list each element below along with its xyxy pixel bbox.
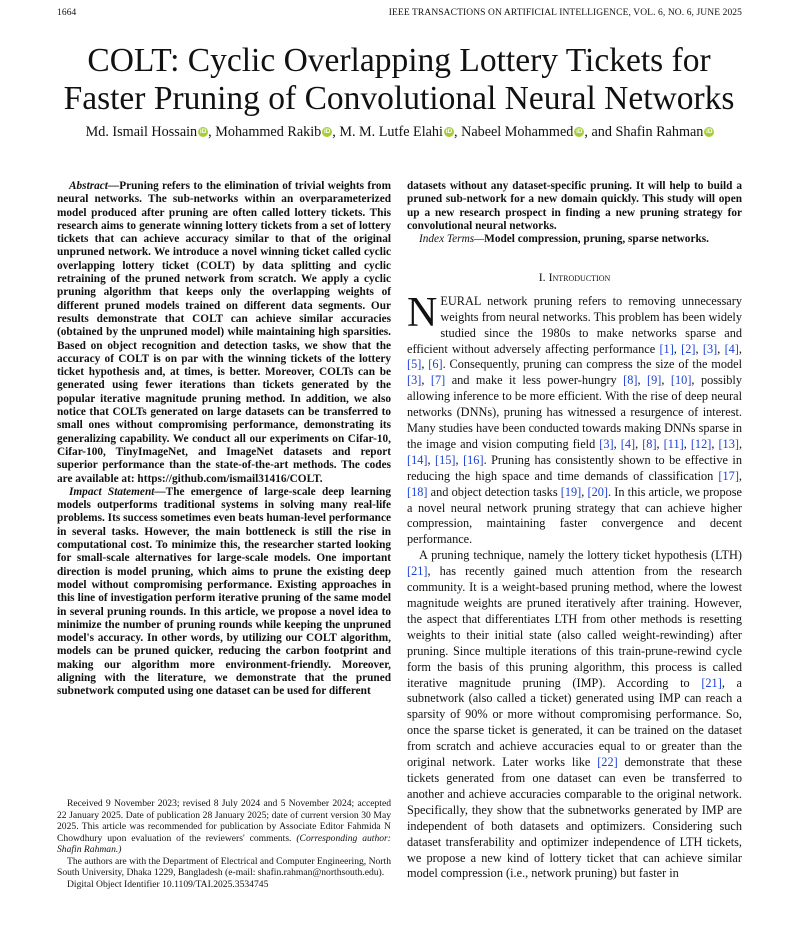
orcid-icon[interactable]: iD [576,128,583,135]
orcid-icon[interactable]: iD [324,128,331,135]
orcid-icon[interactable]: iD [199,128,207,135]
page-number: 1664 [57,8,77,18]
author-separator: , [453,124,462,140]
journal-header: IEEE TRANSACTIONS ON ARTIFICIAL INTELLIGENCE, VOL. 6, NO. 6, JUNE 2025 [388,8,742,18]
index-terms [407,233,742,246]
author-separator: , and [584,124,616,140]
paper-title [40,42,758,118]
section-heading [407,271,742,284]
impact-text: The emergence of large-scale deep learning models outperforms traditional systems in solving many real-life problems. Its success sometimes even beats human-level performance in several tasks. However, the main bottleneck is still the rise in computational cost. To minimize this, the researcher started looking for small-scale alternatives for large-scale models. One important direction is model pruning, which aims to prune the existing deep model without compromising performance. Existing approaches in this line of investigation perform iterative pruning of the same model in several pruning rounds. In this article, we propose a novel idea to minimize the number of pruning rounds while keeping the unpruned model's accuracy. In other words, by utilizing our COLT algorithm, models can be pruned quicker, reducing the carbon footprint and making our algorithm more environment-friendly. Moreover, aligning with the literature, we demonstrate that the pruned subnetwork computed using one dataset can be used for different [57,485,391,698]
citation-link[interactable]: [12] [690,436,712,451]
author-name: Md. Ismail Hossain [85,124,198,140]
citation-link[interactable]: [17] [718,468,739,483]
text-run: , [637,373,648,388]
text-run: , [421,373,431,388]
citation-link[interactable]: [11] [663,436,684,451]
impact-statement [57,486,391,699]
citation-link[interactable]: [4] [724,341,739,356]
impact-label: Impact Statement— [69,485,166,498]
text-run: and make it less power-hungry [445,373,624,388]
citation-link[interactable]: [21] [407,564,428,579]
text-run: , [421,357,429,372]
footnote [57,798,391,890]
intro-paragraph-2 [407,548,742,882]
text-run: , [738,468,742,483]
text-run: and object detection tasks [427,484,561,499]
text-run: , [673,341,682,356]
text-run: . In this article, we propose a novel neural network pruning strategy that can achieve higher compression, maintaining faster convergence and decent performance. [407,484,742,547]
text-run: , [717,341,725,356]
drop-cap: N [407,289,438,336]
author-name: Shafin Rahman [615,124,704,140]
text-run: , [695,341,703,356]
citation-link[interactable]: [9] [647,373,662,388]
corresponding-author: (Corresponding author: Shafin Rahman.) [57,832,391,855]
text-run: , [635,436,643,451]
citation-link[interactable]: [16] [463,452,484,467]
text-run: , [613,436,621,451]
citation-link[interactable]: [2] [681,341,696,356]
citation-link[interactable]: [3] [407,373,422,388]
text-run: , has recently gained much attention from the research community. It is a weight-based pruning method, where the lowest magnitude weights are pruned iteratively after training. However, the aspect that differentiates LTH from other methods is resetting weights to their initial state (also called weight-rewinding) after pruning. Since multiple iterations of this train-prune-rewind cycle form the basis of this pruning algorithm, this process is called iterative magnitude pruning (IMP). According to [407,564,742,690]
citation-link[interactable]: [5] [407,357,422,372]
text-run: , [427,452,436,467]
citation-link[interactable]: [3] [702,341,718,356]
text-run: . Pruning has consistently shown to be effective in reducing the high space and time demands of classification [407,452,742,483]
citation-link[interactable]: [8] [623,373,638,388]
intro-paragraph-1-text [407,289,743,547]
abstract [57,180,391,486]
text-run: . Consequently, pruning can compress the size of the model [442,357,742,372]
text-run: , [661,373,671,388]
text-run: , [738,436,743,451]
author-name: Mohammed Rakib [215,124,322,140]
left-column [57,180,391,699]
index-terms-text: Model compression, pruning, sparse networks. [484,233,709,246]
text-run: , [581,484,588,499]
text-run: , [656,436,664,451]
text-run: , [455,452,464,467]
citation-link[interactable]: [3] [599,436,614,451]
citation-link[interactable]: [8] [642,436,657,451]
citation-link[interactable]: [13] [718,436,739,451]
citation-link[interactable]: [1] [659,341,674,356]
impact-statement-continued: datasets without any dataset-specific pruning. It will help to build a pruned sub-network for a new domain quickly. This study will open up a new research prospect in finding a new pruning strategy for convolutional neural networks. [407,180,742,232]
author-separator: , [332,124,340,140]
author-separator: , [208,124,216,140]
citation-link[interactable]: [15] [435,452,456,467]
text-run: , [738,341,742,356]
text-run: , [683,436,691,451]
author-name: Nabeel Mohammed [461,124,574,140]
citation-link[interactable]: [4] [620,436,636,451]
citation-link[interactable]: [22] [597,755,618,770]
intro-paragraph-1 [407,289,743,549]
right-column [407,180,742,882]
citation-link[interactable]: [7] [430,373,446,388]
text-run: EURAL network pruning refers to removing unnecessary weights from neural networks. This problem has been widely studied since the 1980s to make networks sparse and efficient without adversely affecting performance [407,293,742,356]
author-list [30,124,770,141]
citation-link[interactable]: [6] [428,357,443,372]
intro-paragraph-2-text [407,548,742,880]
section-numeral: I. [538,270,546,285]
title-line-2: Faster Pruning of Convolutional Neural Networks [63,80,735,117]
footnote-received-text: Received 9 November 2023; revised 8 July 2024 and 5 November 2024; accepted 22 January 2025. Date of publication 28 January 2025; date of current version 30 May 2025. This article was recommended for publication by Associate Editor Fahmida N Chowdhury upon evaluation of the reviewers' comments. [57,798,391,844]
index-terms-label: Index Terms— [419,233,485,246]
citation-link[interactable]: [20] [587,484,609,499]
footnote-affiliation: The authors are with the Department of Electrical and Computer Engineering, North South University, Dhaka 1229, Bangladesh (e-mail: shafin.rahman@northsouth.edu). [57,855,391,878]
citation-link[interactable]: [19] [560,484,582,499]
footnote-doi: Digital Object Identifier 10.1109/TAI.2025.3534745 [67,878,269,890]
abstract-text: Pruning refers to the elimination of trivial weights from neural networks. The sub-networks within an overparameterized model produced after pruning are often called lottery tickets. This research aims to generate winning lottery tickets from a set of lottery tickets that can achieve accuracy similar to that of the original unpruned network. We introduce a novel winning ticket called cyclic overlapping lottery ticket (COLT) by data splitting and cyclic retraining of the pruned network from scratch. We apply a cyclic pruning algorithm that keeps only the overlapping weights of different pruned models trained on different data segments. Our results demonstrate that COLT can achieve similar accuracies (obtained by the unpruned model) while maintaining high sparsities. Based on object recognition and detection tasks, we show that the accuracy of COLT is on par with the winning tickets of the lottery ticket hypothesis and, at times, is better. Moreover, COLTs can be generated using fewer iterations than tickets generated by the popular iterative magnitude pruning method. In addition, we also notice that COLTs generated on large datasets can be transferred to small ones without compromising performance, demonstrating its generalizing capability. We conduct all our experiments on Cifar-10, Cifar-100, TinyImageNet, and ImageNet datasets and report superior performance than the state-of-the-art methods. The codes are available at: https://github.com/ismail31416/COLT. [57,180,391,485]
text-run: , [711,436,719,451]
orcid-icon[interactable]: iD [706,128,713,135]
title-line-1: COLT: Cyclic Overlapping Lottery Tickets for [87,42,711,79]
citation-link[interactable]: [14] [407,452,428,467]
author-name: M. M. Lutfe Elahi [339,124,443,140]
text-run: A pruning technique, namely the lottery ticket hypothesis (LTH) [419,548,742,563]
citation-link[interactable]: [10] [670,373,692,388]
text-run: demonstrate that these tickets generated from one dataset can even be transferred to another and achieve accuracies comparable to the original network. Specifically, they show that the subnetworks generated by IMP are independent of both datasets and optimizers. Considering such dataset transferability and optimizer independence of LTH tickets, we propose a new kind of lottery ticket that can achieve similar model compression (i.e., network pruning) but faster in [407,755,742,881]
section-title: Introduction [548,270,611,285]
citation-link[interactable]: [18] [407,484,428,499]
orcid-icon[interactable]: iD [445,128,453,135]
text-run: , possibly allowing inference to be more efficient. With the rise of deep neural networks (DNNs), pruning has witnessed a resurgence of interest. Many studies have been conducted towards making DNNs sparse in the image and vision computing field [407,373,743,451]
footnote-received [57,798,391,856]
citation-link[interactable]: [21] [701,675,722,690]
abstract-label: Abstract— [69,180,120,192]
text-run: , a subnetwork (also called a ticket) generated using IMP can reach a sparsity of 90% or more without compromising performance. So, once the sparse ticket is generated, it can be trained on the dataset from scratch and achieve accuracies equal to or greater than the original network. Later works like [407,675,743,770]
